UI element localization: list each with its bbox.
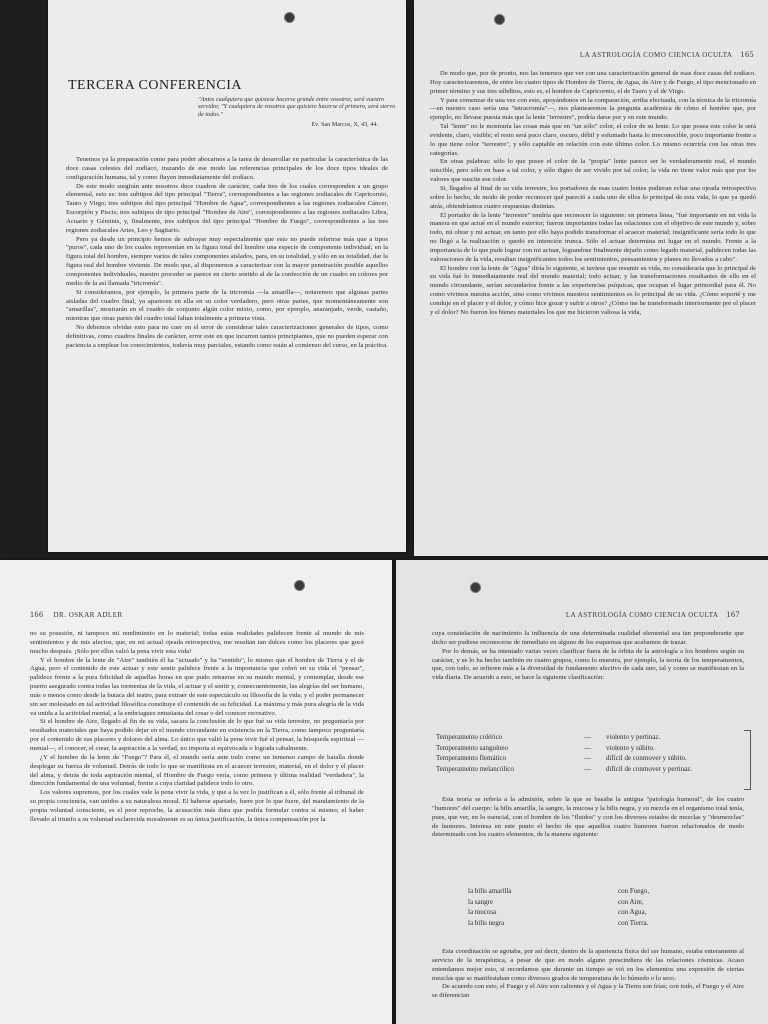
humor-element: con Agua, [618,908,647,916]
body-text-final [432,948,744,1022]
dash: — [584,743,591,752]
temperament-name: Temperamento melancólico [436,764,514,773]
pencil-bracket-mark [744,730,751,790]
paragraph: Tenemos ya la preparación como para poder abocarnos a la tarea de desarrollar en particular la característica de las doce casas celestes del zodíaco, trazando de ese modo las referencias principales de los doce tipos ideales de configuración humana, tal y como fluyen inmediatamente del zodíaco. [66,156,388,181]
humor-element: con Aire, [618,897,644,906]
book-page-tercera-conferencia [48,0,406,552]
page-number: 167 [726,610,740,619]
running-head-author: DR. OSKAR ADLER [53,611,123,619]
list-item [468,918,649,929]
body-text-middle [432,796,744,882]
page-number: 166 [30,610,44,619]
table-row [436,743,692,754]
running-head [580,50,754,59]
body-text [430,70,756,552]
paragraph: Por lo demás, se ha intentado varias veces clasificar fuera de la órbita de la astrología a los hombres según su carácter, y se lo ha hecho también en cuatro grupos, como lo muestra, por ejemplo, la teoría de los temperamentos, que, con todo, se refieren más a la diversidad de fundamento afectivo de cada uno, tal y como se manifiestan en la vida diaria. De acuerdo a esto, se hace la siguiente clasificación: [432,647,744,682]
punch-hole-icon [494,14,505,25]
paragraph: Los valores supremos, por los cuales vale la pena vivir la vida, y que a la vez lo justifican a él, sólo frente al tribunal de su propia conciencia, van unidos a su naturaleza moral. El haberse apartado, fuere por lo que fuere, del mandamiento de la propia voluntad consciente, es el peor reproche, la acusación más dura que podría formular contra sí mismo; el haber llevado al triunfo a su voluntad esclarecida moralmente es su única justificación, la única compensación por la [30,789,364,823]
paragraph: El hombre con la lente de "Agua" diría lo siguiente, si tuviese que resumir su vida, no consideraría que lo principal de su vida fué lo inmediatamente real del mundo material; todo actuar, y las transformaciones resultantes de ello en el mundo circundante, serían secundarios frente a las experiencias psíquicas, que ocupan el lugar primordial para él. No como vivimos nuestra acción, sino como vivimos nuestros sentimientos es lo principal de su vida. ¿Cómo soporté y me conduje en el placer y el dolor, y cómo hice gozar y sufrir a otros? ¿Cómo me he transformado interiormente por el placer y el dolor? No fueron los bienes materiales los que me hicieron valiosa la vida, [430,264,756,316]
paragraph: Esta teoría se refería a la admisión, sobre la que se basaba la antigua "patología humoral", de los cuatro "humores" del cuerpo: la bilis amarilla, la sangre, la mucosa y la bilis negra, y su mezcla en el organismo total tenía, pues, que ver, en lo esencial, con el hombre de los "fluidos" y con los diversos estados de mezclas y "desmezclas" de humores. Interesa en este punto el hecho de que aquellos cuatro humores fueron relacionados de modo determinado con los cuatro elementos, de la manera siguiente: [432,796,744,839]
paragraph: De modo que, por de pronto, nos las tenemos que ver con una caracterización general de esas doce casas del zodíaco. Hoy caracterizaremos, de entre los cuatro tipos de Hombre de Tierra, de Agua, de Aire y de Fuego, el tipo mencionado en primer término y sus tres súbditos, esto es, el hombre de Capricornio, el de Tauro y el de Virgo. [430,70,756,95]
book-page-167 [396,560,768,1024]
paragraph: no su posesión, ni tampoco mi rendimiento en lo material; todas estas realidades palidecen frente al mundo de mis sentimientos y de mis afectos, que, en mi actual ojeada retrospectiva, me resultan tan dulces como los placeres que gocé mucho después. ¡Sólo por ellos valió la pena vivir esta vida! [30,630,364,655]
chapter-title: TERCERA CONFERENCIA [68,78,243,93]
dash: — [584,733,591,741]
paragraph: ¿Y el hombre de la lente de "Fuego"? Para él, el mundo sería ante todo como un inmenso campo de batalla donde desplegar su fuerza de voluntad. Detrás de todo lo que se manifiesta en el acaecer terrestre, material, en el dolor y el placer del alma, y detrás de toda aspiración mental, el Hombre de Fuego vería, como primera y última realidad "verdadera", la dirección fundamental de una voluntad, frente a cuya claridad palidece todo lo otro. [30,753,364,788]
running-head-title: LA ASTROLOGÍA COMO CIENCIA OCULTA [565,611,719,619]
temperament-name: Temperamento colérico [436,733,503,741]
paragraph: No debemos olvidar esto para no caer en el error de considerar tales caracterizaciones generales de tipos, como definitivas, como cuadros finales de carácter, error este en que incurren tantos principiantes, que no pueden esperar con paciencia a emplear los conocimientos, todavía muy parciales, estando como están al comienzo del curso, en la práctica. [66,324,388,349]
temperament-desc: violento y súbito. [606,743,655,752]
paragraph: cuya constelación de nacimiento la influencia de una determinada cualidad elemental sea tan preponderante que dicho ser pudiese reconocerse de inmediato en alguno de los esquemas que acabamos de trazar. [432,630,744,646]
temperament-desc: violento y pertinaz. [606,733,661,741]
body-text [66,156,388,548]
paragraph: Y para comenzar de una vez con esto, apoyándonos en la comparación, arriba efectuada, con la técnica de la tricromía —en nuestro caso sería una "tetracromía"—, nos plantearemos la pregunta académica de cómo el hombre que, por ejemplo, no llevase puesta más que la lente "terrestre", podría darse por y en este mundo. [430,96,756,122]
paragraph: En otras palabras: sólo lo que posee el color de la "propia" lente parece ser lo verdaderamente real, el mundo miscible, pero sólo en base a tal color, y sólo digno de ser vivido por tal color; la vida no tiene valor más que por los valores que suscite ese color. [430,158,756,184]
table-row [436,764,692,775]
body-text-intro [432,630,744,730]
temperament-desc: difícil de conmover y súbito. [606,754,687,762]
paragraph: Si, llegados al final de su vida terrestre, los portadores de esas cuatro lentes pudieran echar una ojeada retrospectiva sobre lo hecho, de modo de poder reconocer qué pareció a cada uno de ellos lo principal de esta vida, lo que ya quedó atrás, obtendríamos cuatro respuestas distintas. [430,184,756,210]
epigraph [198,96,398,129]
paragraph: Pero ya desde un principio hemos de subrayar muy especialmente que esto no puede referirse más que a tipos "puros", cada uno de los cuales representan en la figura total del hombre una especie de componente individual; en la figura total del hombre, siempre varios de tales componentes aislados, para, en su totalidad, y sólo en su totalidad, dar la figura real del hombre viviente. De modo que, al disponernos a caracterizar con la mayor penetración posible aquellos componentes individuales, nuestro proceder se parece en cierto sentido al de la confección de un cuadro en colores por medio de la así llamada "tricromía". [66,235,388,287]
dash: — [584,754,591,762]
humor-name: la mucosa [468,908,497,916]
running-head [566,610,740,619]
temperaments-table [436,732,692,774]
humor-name: la sangre [468,897,494,906]
humor-element: con Fuego, [618,887,650,895]
paragraph: Si el hombre de Aire, llegado al fin de su vida, sacara la conclusión de lo que fué su vida terrestre, no preguntaría por resultados materiales que haya podido dejar en el mundo circundante en existencia en la Tierra, como tampoco preguntaría por el contenido de sus placeres y dolores del alma. Lo único que valió la pena vivir fué el pensar, la búsqueda espiritual —mental—, el conocer, el crear, la aspiración a la verdad, no importa si equivocada o lograda cabalmente. [30,718,364,752]
running-head [30,610,123,619]
epigraph-text: "Antes cualquiera que quisiese hacerse grande entre vosotros, será vuestro servidor, "Y cualquiera de vosotros que quisiere hacerse el primero, será siervo de todos." [198,96,396,118]
punch-hole-icon [284,12,295,23]
temperament-desc: difícil de conmover y pertinaz. [606,764,693,773]
paragraph: De acuerdo con esto, el Fuego y el Aire son calientes y el Agua y la Tierra son frías; con todo, el Fuego y el Aire se diferencian [432,983,744,1000]
body-text [30,630,364,1022]
paragraph: De este modo surgirán ante nosotros doce cuadros de carácter, cada tres de los cuales corresponden a un grupo elemental, esto es: tres subtipos del tipo principal "Tierra", correspondientes a las regiones zodiacales de Capricornio, Tauro y Virgo; tres subtipos del tipo principal "Hombre de Agua", correspondientes a las regiones zodiacales Cáncer, Escorpión y Piscis; tres subtipos de tipo principal "Hombre de Aire", correspondientes a las regiones zodiacales Libra, Acuario y Géminis, y, finalmente, tres subtipos del tipo principal "Hombre de Fuego", correspondientes a las tres regiones zodiacales Aries, Leo y Sagitario. [66,182,388,234]
paragraph: Esta coordinación se agotaba, por así decir, dentro de la apariencia física del ser humano, estaba enteramente al servicio de la terapéutica, a pesar de que en modo alguno prescindiera de las relaciones cósmicas. Acaso entendamos mejor esto, si recordamos que durante un tiempo se vió en los elementos una expresión de ciertas mezclas que se manifestaban como diversos grados de temperatura de lo húmedo o lo seco. [432,948,744,982]
humor-name: la bilis negra [468,918,505,927]
list-item [468,897,649,908]
table-row [436,753,692,764]
temperament-name: Temperamento flemático [436,754,507,762]
running-head-title: LA ASTROLOGÍA COMO CIENCIA OCULTA [579,51,733,59]
humor-element: con Tierra. [618,918,649,927]
paragraph: Tal "lente" no le mostraría las cosas más que en "un sólo" color, el color de su lente. Lo que posea este color le será evidente, claro, visible; el resto será poco claro, oscuro, débil y esfumado hasta lo irreconocible, poco importante frente a lo que tiene color "terrestre", y sólo captable en relación con este último color. Lo mismo ocurriría con las otras tres categorías. [430,123,756,157]
punch-hole-icon [294,580,305,591]
book-page-166 [0,560,392,1024]
punch-hole-icon [470,582,481,593]
humor-name: la bilis amarilla [468,887,512,895]
epigraph-source: Ev. San Marcos, X, 43, 44. [311,121,378,129]
paragraph: Y el hombre de la lente de "Aire" también él ha "actuado" y ha "sentido", lo mismo que el hombre de Tierra y el de Agua, pero el contenido de este actuar y este sentir palidece frente a la importancia que cobró en su vida el "pensar", palidece frente a la pura felicidad de aquellas horas en que pudo retraerse en su mundo mental, y contemplar, desde ese puerto asegurado contra todas las tormentas de la vida, el actuar y el sentir y, consecuentemente, las alegrías del ser humano, más o menos como desde la butaca del teatro, para extraer de este espectáculo su filosofía de la vida; y el poder permanecer sin ser molestado en tal actividad filosófica constituye el contenido de su felicidad. La máxima y más pura alegría de la vida va unida a la actividad mental, a la embriaguez entusiasta del crear o del conocer recreativo. [30,656,364,717]
dash: — [584,764,591,773]
paragraph: Si consideramos, por ejemplo, la primera parte de la tricromía —la amarilla—, notaremos que algunas partes aisladas del cuadro final, ya aparecen en ella en su color verdadero, pero otras partes, que momentáneamente son "amarillas", mostrarán en el cuadro de conjunto algún color mixto, como, por ejemplo, anaranjado, verde, castaño, mientras que otras partes del cuadro total faltan totalmente a primera vista. [66,288,388,323]
list-item [468,886,649,897]
table-row [436,732,692,743]
humors-list [468,886,649,928]
book-page-165 [414,0,768,556]
page-number: 165 [740,50,754,59]
list-item [468,907,649,918]
temperament-name: Temperamento sanguíneo [436,743,509,752]
paragraph: El portador de la lente "terrestre" tendría que reconocer lo siguiente: en primera línea, "fué importante en mi vida la manera en que actué en el mundo exterior; fueron importantes todas las relaciones con el objetivo de este mundo y, sobre todo, mi obrar y mi actuar, en tanto por ello haya podido transformar el acaecer material; insignificante sería todo lo que no llegó a la realización o quedó en intención trunca. Sólo el actuar determina mi lugar en el mundo. Frente a la importancia de lo que pude lograr con mi actuar, lograndose finalmente dejarlo como legado material, palidecen todas las valoraciones de la vida, resultan insignificantes todos los sentimientos, pensamientos y planes no llevados a cabo". [430,211,756,263]
